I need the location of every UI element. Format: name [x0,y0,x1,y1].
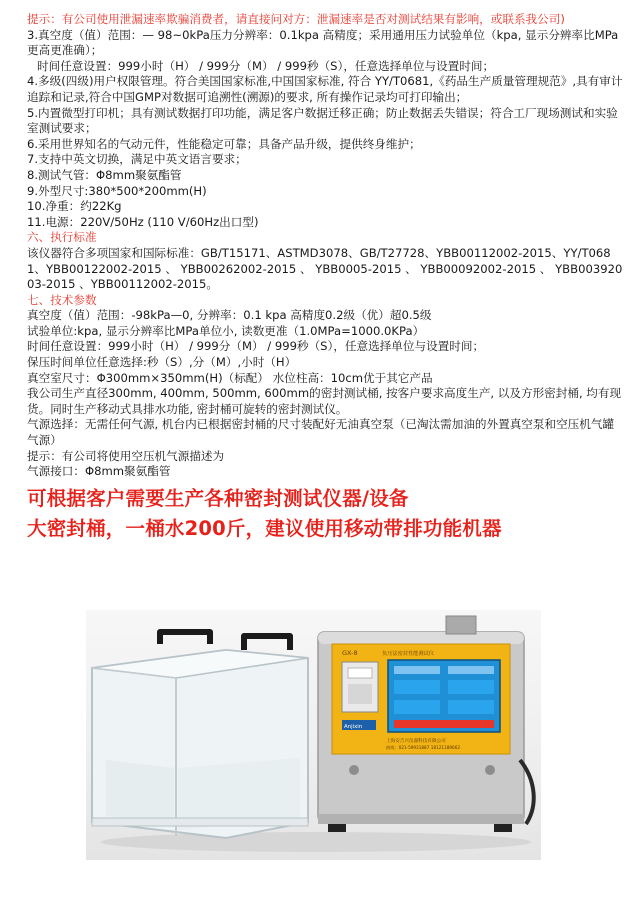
spec-item-8: 8.测试气管：Φ8mm聚氨酯管 [27,167,182,182]
spec-item-9: 9.外型尺寸:380*500*200mm(H) [27,183,207,198]
device-model: GX-8 [342,649,358,657]
tech-param-chamber: 真空室尺寸：Φ300mm×350mm(H)（标配） 水位柱高：10cm优于其它产品 [27,370,433,385]
tech-param-air-port: 气源接口：Φ8mm聚氨酯管 [27,464,171,479]
tech-param-vacuum: 真空度（值）范围：-98kPa—0, 分辨率：0.1 kpa 高精度0.2级（优）超0.5级 [27,308,432,323]
tech-param-products: 我公司生产直径300mm, 400mm, 500mm, 600mm的密封测试桶, 按客户要求高度生产, 以及方形密封桶, 均有现货。同时生产移动式具排水功能, 密封桶可旋转的密封测试仪。 [27,386,622,416]
brand-text: Anjixin [344,724,363,730]
foot-right [494,824,512,832]
section-6-title: 六、执行标准 [27,230,97,245]
tech-param-hold-time: 保压时间单位任意选择:秒（S）,分（M）,小时（H） [27,355,297,370]
device-panel-title: 负压法密封性能测试仪 [382,651,434,657]
product-photo-drawing [86,610,541,860]
device-footer-2: 热线：021-59931887 18121189662 [386,745,461,750]
device-footer-1: 上海安吉兴仪器科技有限公司 [386,739,446,744]
acrylic-tank [92,632,308,838]
foot-left [328,824,346,832]
product-photo [86,610,541,860]
tech-param-unit: 试验单位:kpa, 显示分辨率比MPa单位小, 读数更准（1.0MPa=1000.0KPa） [27,323,425,338]
top-vent [446,616,476,634]
spec-item-3: 3.真空度（值）范围：— 98~0kPa压力分辨率：0.1kpa 高精度；采用通用压力试验单位（kpa, 显示分辨率比MPa更高更准确）； [27,27,619,58]
spec-item-4: 4.多级(四级)用户权限管理。符合美国国家标准,中国国家标准, 符合 YY/T0681,《药品生产质量管理规范》,具有审计追踪和记录,符合中国GMP对数据可追溯性(溯源)的要求, 所有操作记录均可打印输出； [27,74,623,104]
leak-tester-device [318,616,534,832]
spec-item-7: 7.支持中英文切换，满足中英文语言要求； [27,152,247,167]
tank-handle-right [244,636,290,650]
tech-param-time: 时间任意设置：999小时（H） / 999分（M） / 999秒（S），任意选择单位与设置时间； [27,339,485,354]
tech-param-air-source: 气源选择：无需任何气源, 机台内已根据密封桶的尺寸装配好无油真空泵（已淘汰需加油的外置真空泵和空压机气罐气源） [27,417,615,448]
spec-item-10: 10.净重：约22Kg [27,199,122,214]
air-fitting-right [485,765,495,775]
spec-item-3-time: 时间任意设置：999小时（H） / 999分（M） / 999秒（S），任意选择单位与设置时间； [37,58,495,73]
spec-item-5: 5.内置微型打印机；具有测试数据打印功能，满足客户数据迁移正确；防止数据丢失错误；符合工厂现场测试和实验室测试要求； [27,105,618,136]
tank-handle-left [160,632,210,644]
highlight-line-1: 可根据客户需要生产各种密封测试仪器/设备 [27,486,409,510]
floor-shadow [101,832,531,852]
highlight-line-2: 大密封桶，一桶水200斤，建议使用移动带排功能机器 [27,516,502,540]
spec-item-11: 11.电源：220V/50Hz (110 V/60Hz出口型) [27,214,259,229]
spec-item-6: 6.采用世界知名的气动元件，性能稳定可靠；具备产品升级，提供终身维护； [27,136,421,151]
section-7-title: 七、技术参数 [27,292,97,307]
section-6-text: 该仪器符合多项国家和国际标准：GB/T15171、ASTMD3078、GB/T27728、YBB00112002-2015、YY/T0681、YBB00122002-2015 、 YBB00262002-2015 、 YBB0005-2015 、 YBB00092002-2015 、 YBB00392003-2015 、YBB00112002-2015。 [27,245,623,292]
notice-text: 提示：有公司使用泄漏速率欺骗消费者，请直接问对方：泄漏速率是否对测试结果有影响，或联系我公司) [27,12,565,26]
air-fitting-left [349,765,359,775]
tech-param-tip: 提示：有公司将使用空压机气源描述为 [27,448,225,463]
